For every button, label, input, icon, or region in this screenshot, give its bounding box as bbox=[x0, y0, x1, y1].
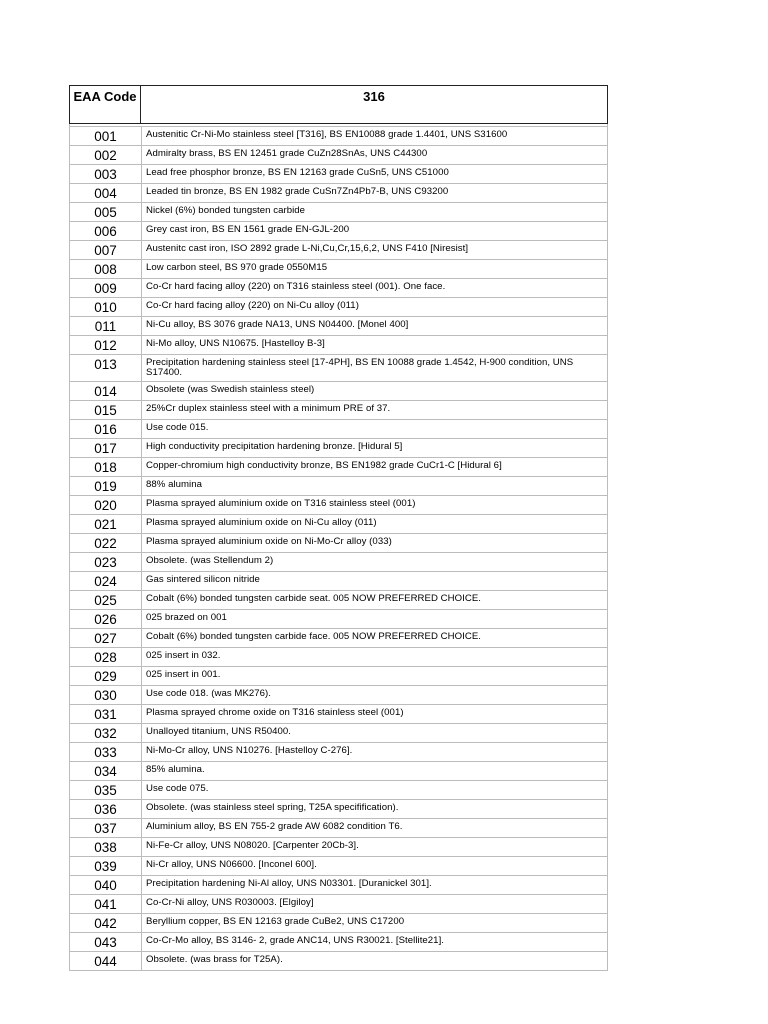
table-row bbox=[70, 279, 608, 298]
eaa-code-cell: 022 bbox=[70, 534, 142, 553]
table-row bbox=[70, 477, 608, 496]
material-codes-table bbox=[69, 126, 608, 971]
eaa-code-cell: 001 bbox=[70, 127, 142, 146]
eaa-code-cell: 038 bbox=[70, 838, 142, 857]
eaa-code-cell: 011 bbox=[70, 317, 142, 336]
eaa-code-cell: 020 bbox=[70, 496, 142, 515]
eaa-code-cell: 005 bbox=[70, 203, 142, 222]
table-header bbox=[69, 85, 608, 124]
table-row bbox=[70, 667, 608, 686]
eaa-code-cell: 043 bbox=[70, 933, 142, 952]
eaa-code-cell: 029 bbox=[70, 667, 142, 686]
material-description-cell: Leaded tin bronze, BS EN 1982 grade CuSn7Zn4Pb7-B, UNS C93200 bbox=[142, 184, 608, 203]
table-row bbox=[70, 355, 608, 382]
table-row bbox=[70, 762, 608, 781]
eaa-code-cell: 002 bbox=[70, 146, 142, 165]
material-description-cell: Plasma sprayed aluminium oxide on T316 stainless steel (001) bbox=[142, 496, 608, 515]
material-description-cell: Precipitation hardening Ni-Al alloy, UNS N03301. [Duranickel 301]. bbox=[142, 876, 608, 895]
material-description-cell: Ni-Mo alloy, UNS N10675. [Hastelloy B-3] bbox=[142, 336, 608, 355]
material-description-cell: Obsolete. (was brass for T25A). bbox=[142, 952, 608, 971]
table-row bbox=[70, 781, 608, 800]
materials-code-sheet bbox=[69, 85, 608, 971]
table-row bbox=[70, 298, 608, 317]
eaa-code-cell: 041 bbox=[70, 895, 142, 914]
material-description-cell: Aluminium alloy, BS EN 755-2 grade AW 6082 condition T6. bbox=[142, 819, 608, 838]
eaa-code-cell: 014 bbox=[70, 382, 142, 401]
material-description-cell: Ni-Fe-Cr alloy, UNS N08020. [Carpenter 20Cb-3]. bbox=[142, 838, 608, 857]
table-row bbox=[70, 203, 608, 222]
eaa-code-cell: 033 bbox=[70, 743, 142, 762]
material-description-cell: 025 insert in 001. bbox=[142, 667, 608, 686]
table-row bbox=[70, 184, 608, 203]
material-description-cell: 25%Cr duplex stainless steel with a minimum PRE of 37. bbox=[142, 401, 608, 420]
eaa-code-cell: 030 bbox=[70, 686, 142, 705]
material-description-cell: Co-Cr hard facing alloy (220) on T316 stainless steel (001). One face. bbox=[142, 279, 608, 298]
eaa-code-cell: 015 bbox=[70, 401, 142, 420]
material-description-cell: Plasma sprayed aluminium oxide on Ni-Mo-Cr alloy (033) bbox=[142, 534, 608, 553]
material-description-cell: Grey cast iron, BS EN 1561 grade EN-GJL-200 bbox=[142, 222, 608, 241]
eaa-code-cell: 025 bbox=[70, 591, 142, 610]
table-row bbox=[70, 952, 608, 971]
table-row bbox=[70, 914, 608, 933]
table-row bbox=[70, 146, 608, 165]
eaa-code-cell: 037 bbox=[70, 819, 142, 838]
table-row bbox=[70, 876, 608, 895]
table-row bbox=[70, 420, 608, 439]
material-description-cell: Lead free phosphor bronze, BS EN 12163 grade CuSn5, UNS C51000 bbox=[142, 165, 608, 184]
table-row bbox=[70, 895, 608, 914]
table-row bbox=[70, 933, 608, 952]
material-description-cell: Beryllium copper, BS EN 12163 grade CuBe2, UNS C17200 bbox=[142, 914, 608, 933]
material-description-cell: Nickel (6%) bonded tungsten carbide bbox=[142, 203, 608, 222]
material-description-cell: Co-Cr-Ni alloy, UNS R030003. [Elgiloy] bbox=[142, 895, 608, 914]
material-description-cell: Use code 015. bbox=[142, 420, 608, 439]
material-description-cell: Co-Cr-Mo alloy, BS 3146- 2, grade ANC14, UNS R30021. [Stellite21]. bbox=[142, 933, 608, 952]
table-row bbox=[70, 317, 608, 336]
eaa-code-cell: 019 bbox=[70, 477, 142, 496]
eaa-code-cell: 018 bbox=[70, 458, 142, 477]
eaa-code-cell: 017 bbox=[70, 439, 142, 458]
eaa-code-cell: 036 bbox=[70, 800, 142, 819]
material-description-cell: Low carbon steel, BS 970 grade 0550M15 bbox=[142, 260, 608, 279]
table-row bbox=[70, 534, 608, 553]
table-row bbox=[70, 439, 608, 458]
material-description-cell: Use code 018. (was MK276). bbox=[142, 686, 608, 705]
material-description-cell: Ni-Cu alloy, BS 3076 grade NA13, UNS N04400. [Monel 400] bbox=[142, 317, 608, 336]
material-description-cell: Cobalt (6%) bonded tungsten carbide seat. 005 NOW PREFERRED CHOICE. bbox=[142, 591, 608, 610]
eaa-code-cell: 008 bbox=[70, 260, 142, 279]
material-description-cell: Use code 075. bbox=[142, 781, 608, 800]
table-row bbox=[70, 127, 608, 146]
eaa-code-cell: 028 bbox=[70, 648, 142, 667]
eaa-code-cell: 035 bbox=[70, 781, 142, 800]
material-description-cell: Unalloyed titanium, UNS R50400. bbox=[142, 724, 608, 743]
eaa-code-cell: 040 bbox=[70, 876, 142, 895]
table-row bbox=[70, 260, 608, 279]
table-row bbox=[70, 838, 608, 857]
eaa-code-cell: 034 bbox=[70, 762, 142, 781]
material-description-cell: Co-Cr hard facing alloy (220) on Ni-Cu alloy (011) bbox=[142, 298, 608, 317]
material-description-cell: Plasma sprayed aluminium oxide on Ni-Cu alloy (011) bbox=[142, 515, 608, 534]
table-row bbox=[70, 610, 608, 629]
table-row bbox=[70, 553, 608, 572]
table-row bbox=[70, 458, 608, 477]
material-description-cell: 85% alumina. bbox=[142, 762, 608, 781]
table-row bbox=[70, 222, 608, 241]
eaa-code-cell: 039 bbox=[70, 857, 142, 876]
material-description-cell: Copper-chromium high conductivity bronze, BS EN1982 grade CuCr1-C [Hidural 6] bbox=[142, 458, 608, 477]
material-description-cell: Obsolete. (was stainless steel spring, T25A specifification). bbox=[142, 800, 608, 819]
table-row bbox=[70, 705, 608, 724]
material-description-cell: Precipitation hardening stainless steel [17-4PH], BS EN 10088 grade 1.4542, H-900 condition, UNS S17400. bbox=[142, 355, 608, 382]
eaa-code-cell: 023 bbox=[70, 553, 142, 572]
eaa-code-cell: 021 bbox=[70, 515, 142, 534]
table-row bbox=[70, 743, 608, 762]
eaa-code-cell: 013 bbox=[70, 355, 142, 382]
material-description-cell: Austenitic Cr-Ni-Mo stainless steel [T316], BS EN10088 grade 1.4401, UNS S31600 bbox=[142, 127, 608, 146]
table-row bbox=[70, 629, 608, 648]
table-row bbox=[70, 819, 608, 838]
material-description-cell: High conductivity precipitation hardening bronze. [Hidural 5] bbox=[142, 439, 608, 458]
eaa-code-cell: 010 bbox=[70, 298, 142, 317]
eaa-code-cell: 031 bbox=[70, 705, 142, 724]
material-description-cell: 025 brazed on 001 bbox=[142, 610, 608, 629]
eaa-code-cell: 003 bbox=[70, 165, 142, 184]
table-row bbox=[70, 336, 608, 355]
material-description-cell: Austenitc cast iron, ISO 2892 grade L-Ni,Cu,Cr,15,6,2, UNS F410 [Niresist] bbox=[142, 241, 608, 260]
eaa-code-cell: 007 bbox=[70, 241, 142, 260]
eaa-code-cell: 024 bbox=[70, 572, 142, 591]
material-description-cell: Ni-Cr alloy, UNS N06600. [Inconel 600]. bbox=[142, 857, 608, 876]
material-description-cell: Obsolete (was Swedish stainless steel) bbox=[142, 382, 608, 401]
eaa-code-cell: 026 bbox=[70, 610, 142, 629]
eaa-code-cell: 016 bbox=[70, 420, 142, 439]
eaa-code-cell: 044 bbox=[70, 952, 142, 971]
material-description-cell: Cobalt (6%) bonded tungsten carbide face. 005 NOW PREFERRED CHOICE. bbox=[142, 629, 608, 648]
code-column-header: EAA Code bbox=[70, 86, 141, 123]
table-row bbox=[70, 591, 608, 610]
table-row bbox=[70, 857, 608, 876]
description-column-header: 316 bbox=[363, 89, 385, 104]
table-row bbox=[70, 401, 608, 420]
material-description-cell: Ni-Mo-Cr alloy, UNS N10276. [Hastelloy C-276]. bbox=[142, 743, 608, 762]
table-row bbox=[70, 648, 608, 667]
table-row bbox=[70, 496, 608, 515]
table-row bbox=[70, 515, 608, 534]
material-description-cell: 88% alumina bbox=[142, 477, 608, 496]
eaa-code-cell: 006 bbox=[70, 222, 142, 241]
material-description-cell: Gas sintered silicon nitride bbox=[142, 572, 608, 591]
material-description-cell: 025 insert in 032. bbox=[142, 648, 608, 667]
table-row bbox=[70, 686, 608, 705]
material-description-cell: Plasma sprayed chrome oxide on T316 stainless steel (001) bbox=[142, 705, 608, 724]
material-description-cell: Admiralty brass, BS EN 12451 grade CuZn28SnAs, UNS C44300 bbox=[142, 146, 608, 165]
table-row bbox=[70, 800, 608, 819]
eaa-code-cell: 027 bbox=[70, 629, 142, 648]
table-row bbox=[70, 724, 608, 743]
material-description-cell: Obsolete. (was Stellendum 2) bbox=[142, 553, 608, 572]
table-row bbox=[70, 382, 608, 401]
eaa-code-cell: 009 bbox=[70, 279, 142, 298]
eaa-code-cell: 042 bbox=[70, 914, 142, 933]
eaa-code-cell: 004 bbox=[70, 184, 142, 203]
table-row bbox=[70, 572, 608, 591]
table-row bbox=[70, 165, 608, 184]
eaa-code-cell: 012 bbox=[70, 336, 142, 355]
table-row bbox=[70, 241, 608, 260]
eaa-code-cell: 032 bbox=[70, 724, 142, 743]
